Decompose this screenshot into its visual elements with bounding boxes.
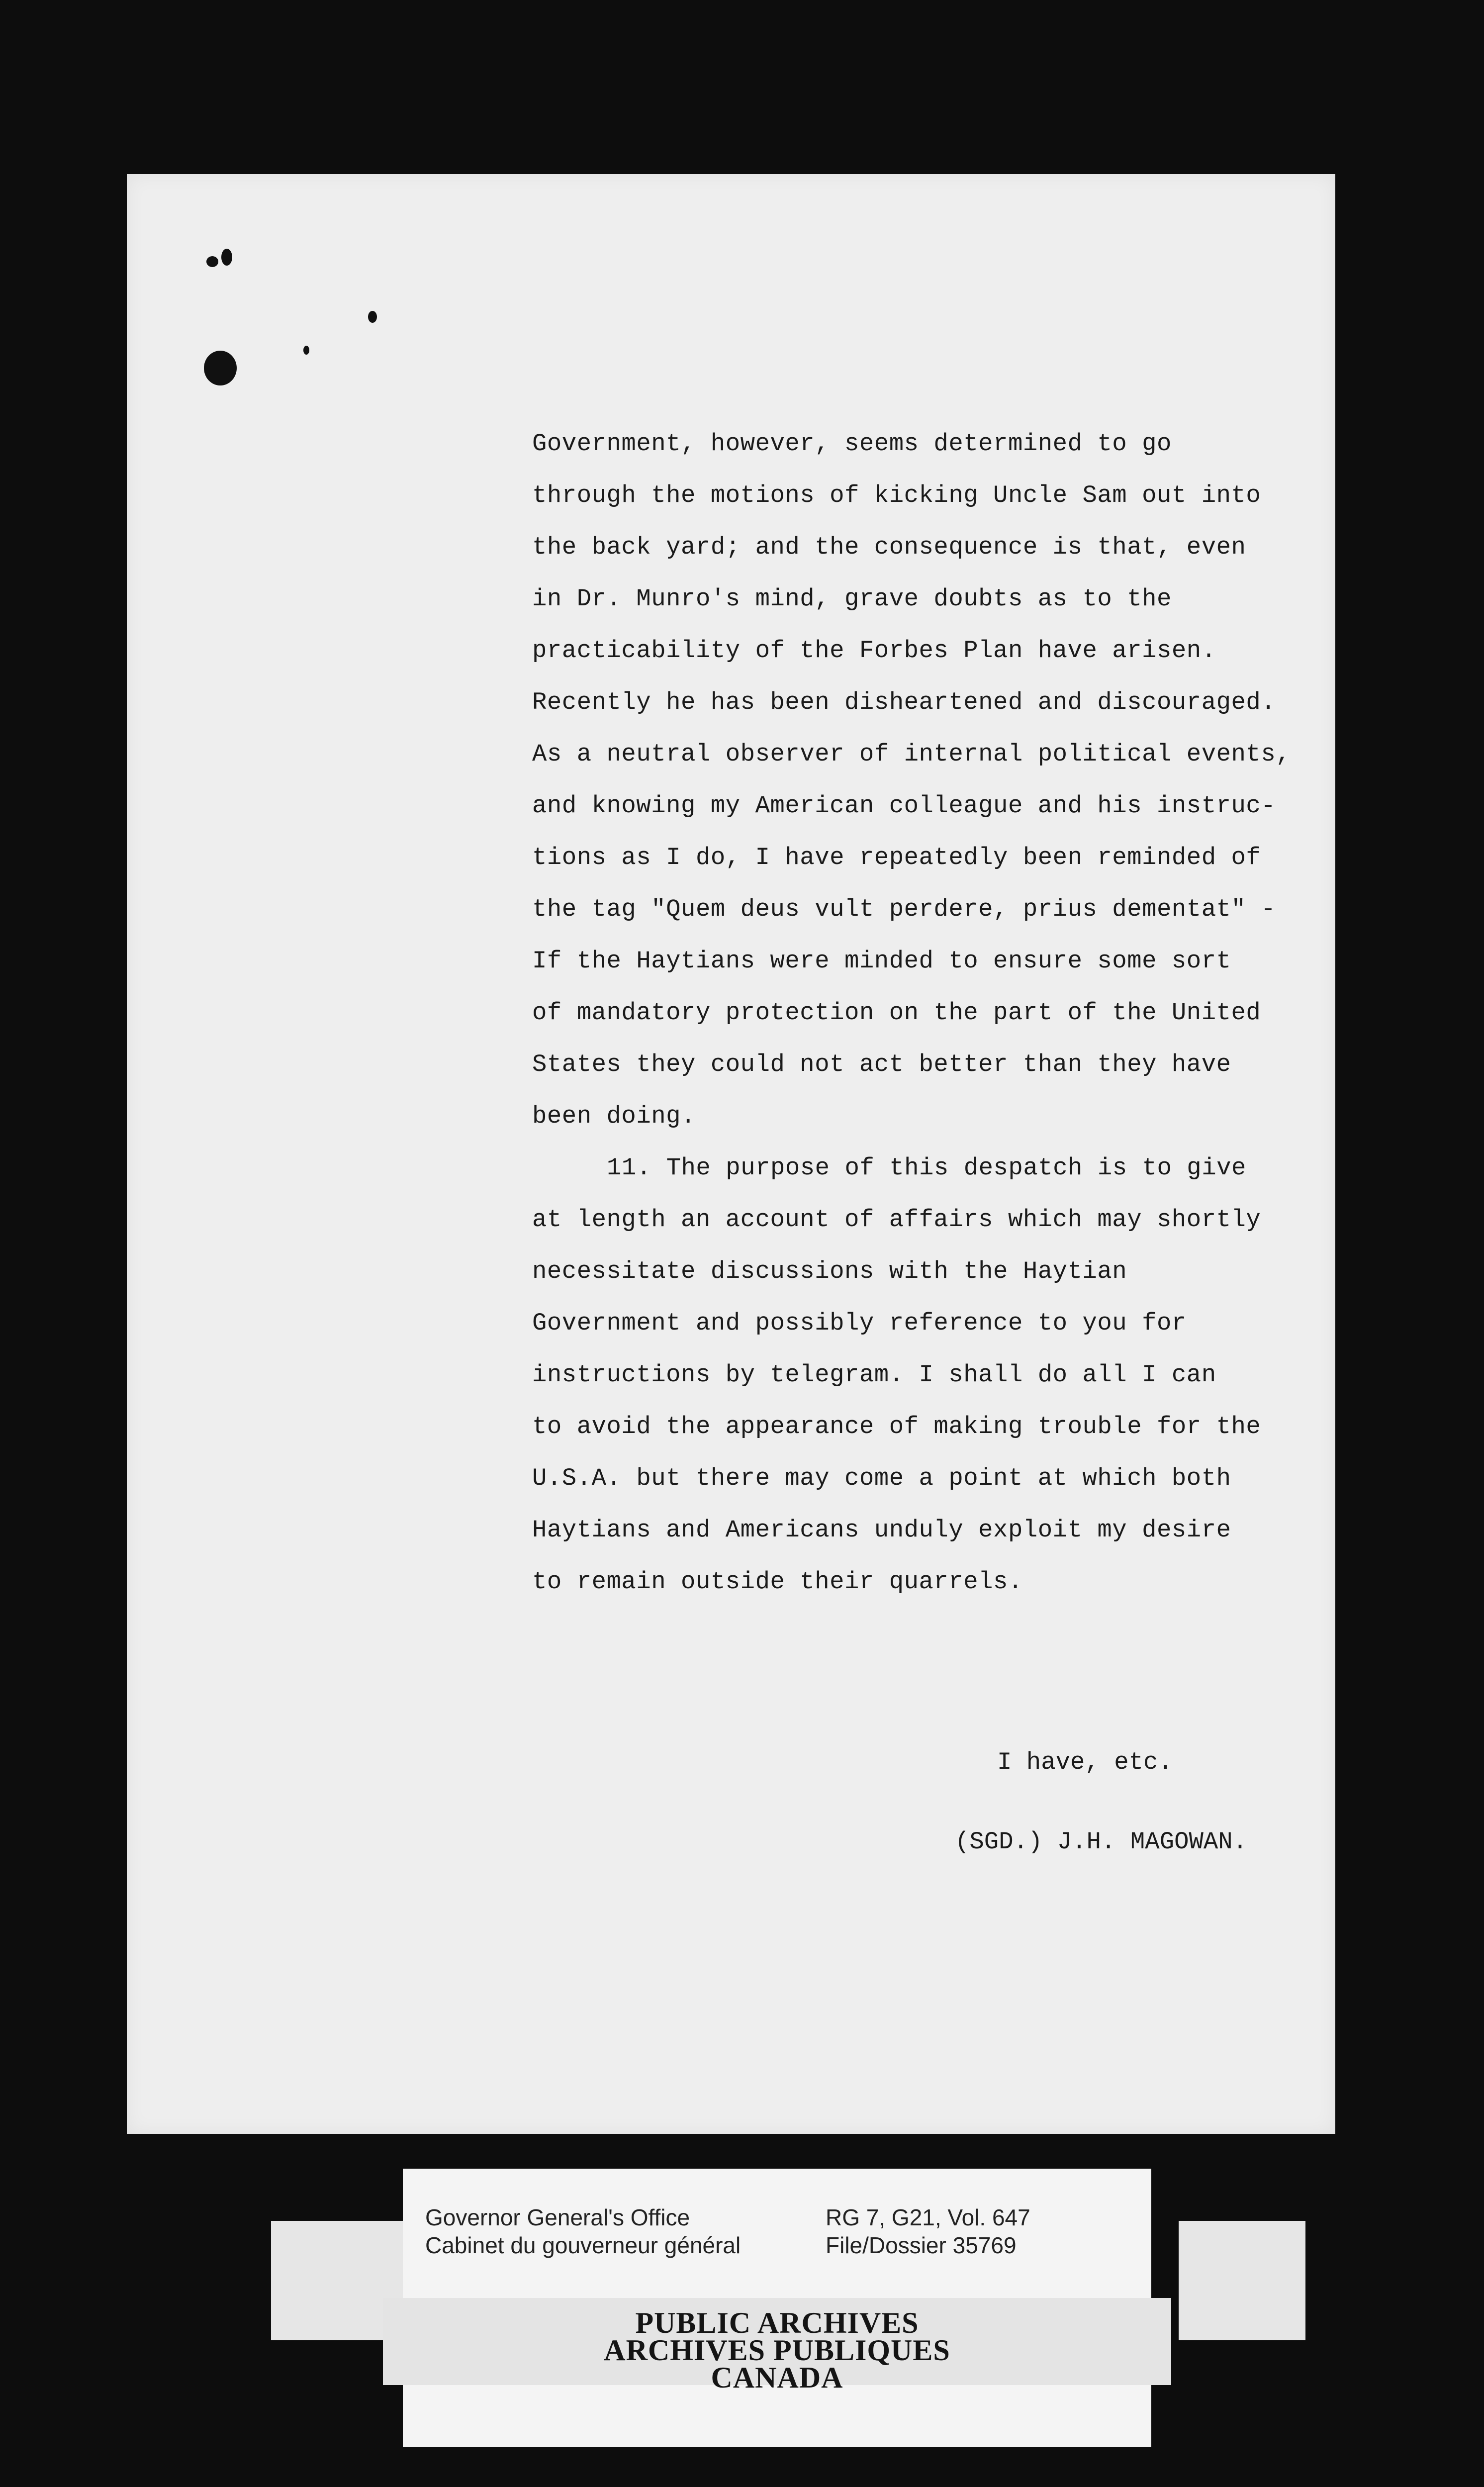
letter-line: 11. The purpose of this despatch is to give [607,1154,1246,1182]
letter-line: at length an account of affairs which may shortly [532,1206,1261,1234]
file-number: File/Dossier 35769 [826,2232,1017,2258]
letter-line: in Dr. Munro's mind, grave doubts as to the [532,585,1172,613]
stamp-line-2: ARCHIVES PUBLIQUES [604,2334,950,2367]
document-page [127,174,1335,2134]
letter-line: through the motions of kicking Uncle Sam out into [532,481,1261,509]
letter-line: As a neutral observer of internal political events, [532,740,1291,768]
office-english: Governor General's Office [425,2204,690,2230]
letter-closing: I have, etc. [997,1748,1173,1776]
letter-line: the tag "Quem deus vult perdere, prius dementat" - [532,895,1276,923]
letter-line: to remain outside their quarrels. [532,1568,1023,1596]
letter-line: Government and possibly reference to you for [532,1309,1187,1337]
letter-line: tions as I do, I have repeatedly been reminded of [532,844,1261,871]
letter-line: Haytians and Americans unduly exploit my desire [532,1516,1231,1544]
letter-line: necessitate discussions with the Haytian [532,1257,1127,1285]
office-french: Cabinet du gouverneur général [425,2232,741,2258]
stamp-line-3: CANADA [711,2361,843,2394]
ink-blot [303,346,309,355]
letter-line: to avoid the appearance of making trouble for the [532,1413,1261,1440]
ink-blot [368,311,377,323]
archive-label [403,2169,1151,2447]
letter-line: instructions by telegram. I shall do all I can [532,1361,1216,1389]
stamp-line-1: PUBLIC ARCHIVES [635,2306,919,2339]
ink-blot [204,351,237,385]
letter-line: If the Haytians were minded to ensure some sort [532,947,1231,975]
letter-line: practicability of the Forbes Plan have arisen. [532,637,1216,665]
ink-blot [206,256,218,267]
ink-blot [221,249,232,266]
letter-line: Recently he has been disheartened and discouraged. [532,688,1276,716]
letter-line: and knowing my American colleague and his instruc- [532,792,1276,820]
letter-line: States they could not act better than they have [532,1051,1231,1078]
reference-number: RG 7, G21, Vol. 647 [826,2204,1030,2230]
letter-line: Government, however, seems determined to go [532,430,1172,458]
letter-signature: (SGD.) J.H. MAGOWAN. [955,1828,1248,1856]
letter-line: of mandatory protection on the part of the United [532,999,1261,1027]
archive-tab-right [1179,2221,1305,2340]
letter-line: U.S.A. but there may come a point at which both [532,1464,1231,1492]
letter-body [532,418,1308,1608]
letter-line: been doing. [532,1102,696,1130]
letter-line: the back yard; and the consequence is that, even [532,533,1246,561]
